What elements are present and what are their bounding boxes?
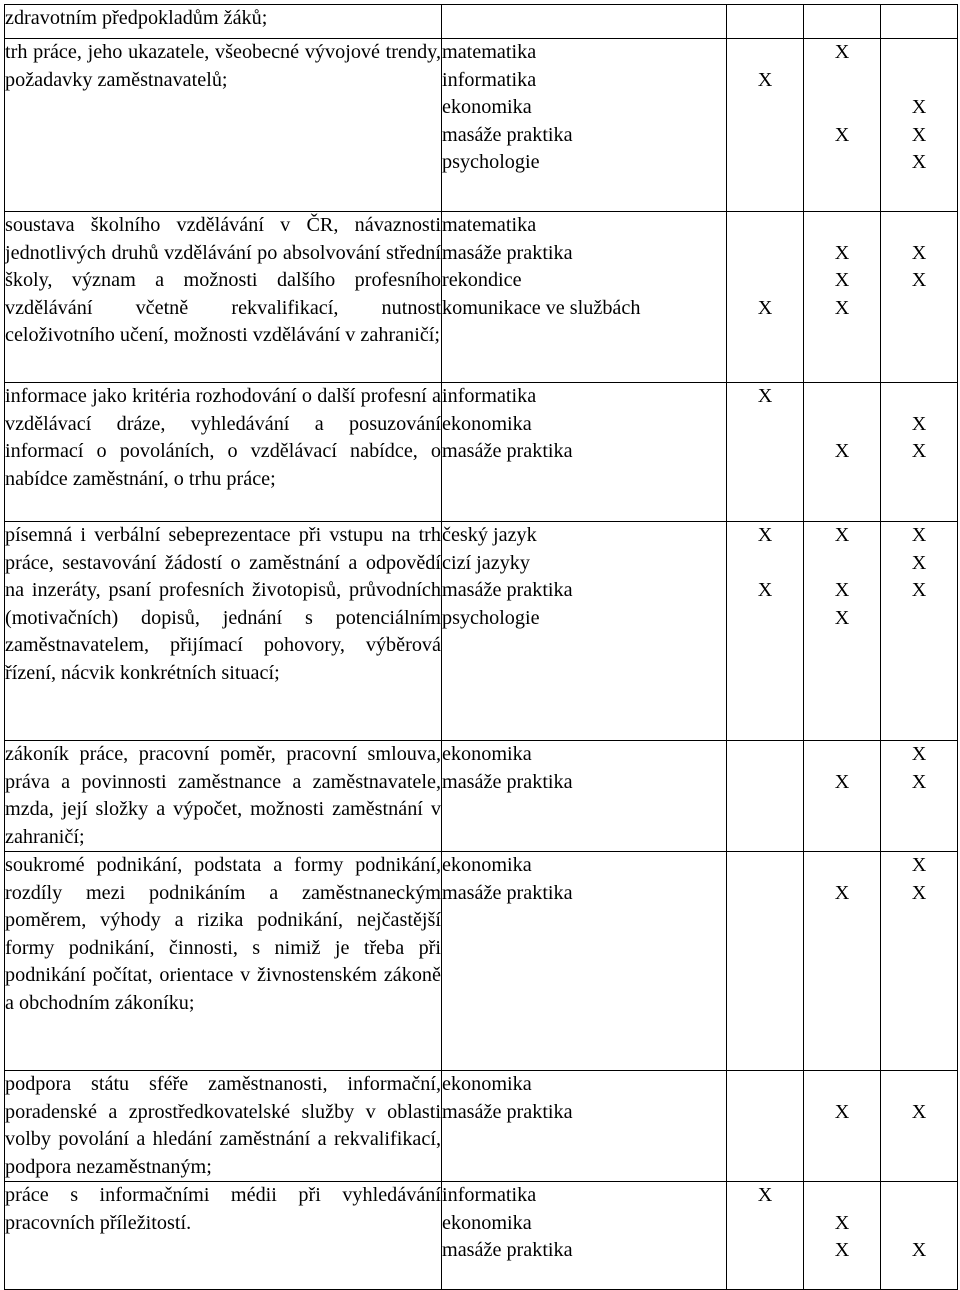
mark-cell-1: [727, 741, 804, 852]
topic-cell: [5, 852, 442, 1071]
mark-x: X: [834, 296, 850, 319]
mark-cell-2: [804, 741, 881, 852]
mark-x: [881, 39, 957, 67]
mark-x: X: [911, 881, 927, 904]
mark-x: [881, 1210, 957, 1238]
mark-x: X: [911, 412, 927, 435]
mark-x: [727, 1099, 803, 1127]
mark-cell-1: [727, 39, 804, 212]
subject-cell: [442, 212, 727, 383]
mark-x: [881, 212, 957, 240]
mark-x: [727, 39, 803, 67]
table-row: [5, 212, 958, 383]
topic-cell: [5, 1071, 442, 1182]
mark-cell-3: [881, 852, 958, 1071]
topic-text: podpora státu sféře zaměstnanosti, informační, poradenské a zprostředkovatelské služby v oblasti volby povolání a hledání zaměstnání a rekvalifikací, podpora nezaměstnaným;: [5, 1073, 441, 1178]
subject-name: informatika: [442, 1184, 537, 1206]
mark-x: X: [757, 579, 773, 601]
mark-x: [727, 1237, 803, 1265]
subject-name: ekonomika: [442, 854, 532, 876]
table-row: [5, 39, 958, 212]
mark-x: [804, 1071, 880, 1099]
mark-x: X: [834, 579, 850, 601]
subject-name: masáže praktika: [442, 123, 573, 146]
mark-x: [804, 149, 880, 177]
mark-cell-1: [727, 1182, 804, 1290]
mark-x: X: [911, 151, 927, 173]
subject-name: masáže praktika: [442, 881, 573, 904]
mark-x: [727, 550, 803, 578]
mark-x: X: [834, 1239, 850, 1261]
mark-cell-1: [727, 1071, 804, 1182]
topic-text: trh práce, jeho ukazatele, všeobecné vývojové trendy, požadavky zaměstnavatelů;: [5, 41, 441, 91]
mark-cell-2: [804, 383, 881, 522]
topic-cell: [5, 741, 442, 852]
table-body: [5, 5, 958, 1290]
topic-text: soustava školního vzdělávání v ČR, návaznosti jednotlivých druhů vzdělávání po absolvování střední školy, význam a možnosti dalšího profesního vzdělávání včetně rekvalifikací, nutnost celoživotního učení, možnosti vzdělávání v zahraničí;: [5, 214, 441, 346]
topic-cell: [5, 383, 442, 522]
mark-x: X: [911, 123, 927, 146]
mark-x: X: [911, 269, 927, 291]
mark-cell-3: [881, 5, 958, 39]
mark-x: X: [834, 41, 850, 63]
mark-x: X: [834, 269, 850, 291]
mark-x: X: [834, 1211, 850, 1234]
table-row: [5, 741, 958, 852]
mark-x: [727, 852, 803, 880]
subject-name: masáže praktika: [442, 241, 573, 264]
table-row: [5, 1182, 958, 1290]
mark-cell-3: [881, 383, 958, 522]
subject-cell: [442, 741, 727, 852]
topic-text: práce s informačními médii při vyhledávání pracovních příležitostí.: [5, 1184, 441, 1234]
mark-x: X: [911, 241, 927, 264]
topic-text: soukromé podnikání, podstata a formy podnikání, rozdíly mezi podnikáním a zaměstnaneckým poměrem, výhody a rizika podnikání, nejčastější formy podnikání, činnosti, s nimiž je třeba při podnikání počítat, orientace v živnostenském zákoně a obchodním zákoníku;: [5, 854, 441, 1014]
subject-name: ekonomika: [442, 743, 532, 765]
table-row: [5, 1071, 958, 1182]
mark-x: X: [911, 440, 927, 462]
subject-name: informatika: [442, 385, 537, 407]
mark-x: X: [911, 579, 927, 601]
subject-name: informatika: [442, 68, 537, 91]
table-row: [5, 852, 958, 1071]
mark-x: X: [834, 241, 850, 264]
mark-x: [804, 741, 880, 769]
mark-x: X: [757, 524, 773, 546]
mark-x: [804, 852, 880, 880]
subject-cell: [442, 5, 727, 39]
mark-x: [804, 550, 880, 578]
subject-name: masáže praktika: [442, 440, 573, 462]
mark-x: [727, 1071, 803, 1099]
mark-cell-2: [804, 1182, 881, 1290]
topic-cell: [5, 212, 442, 383]
mark-cell-3: [881, 741, 958, 852]
subject-name: rekondice: [442, 269, 522, 291]
mark-x: [727, 122, 803, 150]
mark-cell-1: [727, 383, 804, 522]
subject-name: ekonomika: [442, 1211, 532, 1234]
mark-x: [727, 741, 803, 769]
subject-name: masáže praktika: [442, 1239, 573, 1261]
mark-cell-2: [804, 5, 881, 39]
table-row: [5, 522, 958, 741]
topic-text: informace jako kritéria rozhodování o další profesní a vzdělávací dráze, vyhledávání a posuzování informací o povoláních, o vzdělávací nabídce, o nabídce zaměstnání, o trhu práce;: [5, 385, 441, 490]
mark-x: X: [757, 385, 773, 407]
subject-cell: [442, 852, 727, 1071]
mark-x: [804, 1182, 880, 1210]
subject-name: masáže praktika: [442, 1100, 573, 1123]
subject-name: matematika: [442, 41, 537, 63]
mark-x: X: [757, 1184, 773, 1206]
subject-name: ekonomika: [442, 412, 532, 435]
mark-cell-2: [804, 852, 881, 1071]
mark-x: X: [834, 440, 850, 462]
mark-x: X: [834, 770, 850, 793]
topic-text: zdravotním předpokladům žáků;: [5, 7, 268, 29]
mark-cell-3: [881, 1182, 958, 1290]
subject-cell: [442, 1182, 727, 1290]
subject-name: masáže praktika: [442, 579, 573, 601]
subject-name: ekonomika: [442, 96, 532, 118]
table-row: [5, 383, 958, 522]
subject-name: ekonomika: [442, 1073, 532, 1095]
topic-cell: [5, 522, 442, 741]
mark-x: [881, 1071, 957, 1099]
mark-cell-1: [727, 852, 804, 1071]
mark-x: [727, 267, 803, 295]
mark-x: [727, 240, 803, 268]
mark-x: [727, 149, 803, 177]
subject-name: český jazyk: [442, 524, 537, 546]
mark-x: [727, 438, 803, 466]
mark-cell-3: [881, 212, 958, 383]
mark-x: X: [834, 881, 850, 904]
mark-x: X: [757, 296, 773, 319]
topic-cell: [5, 1182, 442, 1290]
mark-x: X: [911, 551, 927, 574]
mark-cell-2: [804, 39, 881, 212]
subject-name: psychologie: [442, 151, 540, 173]
mark-cell-2: [804, 1071, 881, 1182]
mark-x: [804, 67, 880, 95]
mark-x: [727, 1210, 803, 1238]
mark-x: X: [834, 123, 850, 146]
mark-x: X: [911, 96, 927, 118]
mark-x: [804, 94, 880, 122]
curriculum-table: [4, 4, 958, 1290]
subject-name: masáže praktika: [442, 770, 573, 793]
topic-text: zákoník práce, pracovní poměr, pracovní smlouva, práva a povinnosti zaměstnance a zaměstnavatele, mzda, její složky a výpočet, možnosti zaměstnání v zahraničí;: [5, 743, 441, 848]
mark-x: [727, 880, 803, 908]
mark-x: [804, 411, 880, 439]
mark-cell-2: [804, 212, 881, 383]
mark-x: [804, 212, 880, 240]
mark-x: X: [834, 1100, 850, 1123]
topic-cell: [5, 5, 442, 39]
mark-cell-3: [881, 39, 958, 212]
topic-text: písemná i verbální sebeprezentace při vstupu na trh práce, sestavování žádostí o zaměstnání a odpovědí na inzeráty, psaní profesních životopisů, průvodních (motivačních) dopisů, jednání s potenciálním zaměstnavatelem, přijímací pohovory, výběrová řízení, nácvik konkrétních situací;: [5, 524, 441, 684]
topic-cell: [5, 39, 442, 212]
mark-x: [727, 94, 803, 122]
subject-name: psychologie: [442, 606, 540, 629]
mark-cell-2: [804, 522, 881, 741]
mark-x: [881, 605, 957, 633]
table-row: [5, 5, 958, 39]
mark-cell-1: [727, 5, 804, 39]
mark-cell-3: [881, 1071, 958, 1182]
mark-x: [727, 769, 803, 797]
mark-x: X: [834, 524, 850, 546]
mark-cell-3: [881, 522, 958, 741]
subject-cell: [442, 522, 727, 741]
mark-x: X: [757, 68, 773, 91]
subject-cell: [442, 1071, 727, 1182]
mark-x: [881, 1182, 957, 1210]
subject-name: cizí jazyky: [442, 551, 530, 574]
mark-x: X: [911, 743, 927, 765]
subject-cell: [442, 39, 727, 212]
mark-x: [727, 605, 803, 633]
mark-x: X: [911, 770, 927, 793]
mark-x: [804, 383, 880, 411]
mark-cell-1: [727, 212, 804, 383]
subject-name: komunikace ve službách: [442, 296, 641, 319]
mark-x: X: [911, 854, 927, 876]
mark-x: X: [834, 606, 850, 629]
mark-x: [881, 383, 957, 411]
subject-cell: [442, 383, 727, 522]
mark-x: [881, 295, 957, 323]
mark-cell-1: [727, 522, 804, 741]
mark-x: X: [911, 1239, 927, 1261]
mark-x: X: [911, 1100, 927, 1123]
mark-x: X: [911, 524, 927, 546]
mark-x: [727, 212, 803, 240]
mark-x: [881, 67, 957, 95]
mark-x: [727, 411, 803, 439]
subject-name: matematika: [442, 214, 537, 236]
